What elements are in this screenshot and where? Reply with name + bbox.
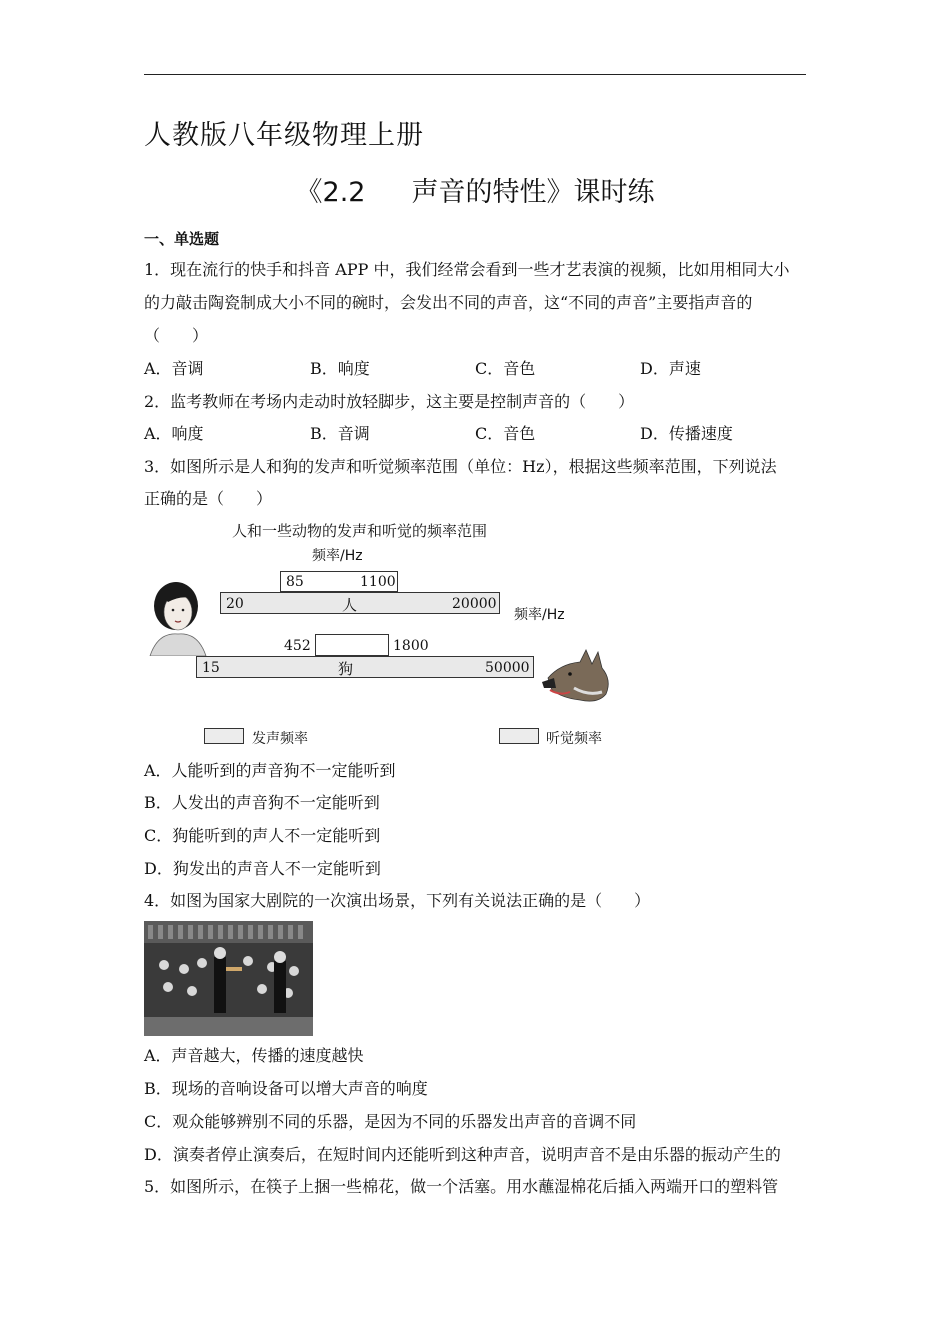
figure-title: 人和一些动物的发声和听觉的频率范围 bbox=[232, 522, 488, 540]
dog-hear-high: 50000 bbox=[485, 660, 530, 676]
concert-photo bbox=[144, 921, 313, 1036]
q3-option-b: B．人发出的声音狗不一定能听到 bbox=[144, 793, 380, 812]
q3-option-c: C．狗能听到的声人不一定能听到 bbox=[144, 826, 381, 845]
q1-text-line3: （ ） bbox=[144, 326, 209, 345]
q4-text-line1: 4．如图为国家大剧院的一次演出场景，下列有关说法正确的是（ ） bbox=[144, 891, 651, 910]
header-rule bbox=[144, 74, 806, 75]
q4-option-a: A．声音越大，传播的速度越快 bbox=[144, 1046, 364, 1065]
q1-text-line2: 的力敲击陶瓷制成大小不同的碗时，会发出不同的声音，这“不同的声音”主要指声音的 bbox=[144, 293, 753, 312]
q1-option-a: A．音调 bbox=[144, 359, 204, 378]
lesson-title bbox=[0, 170, 950, 209]
human-voice-high: 1100 bbox=[360, 574, 396, 590]
document-title: 人教版八年级物理上册 bbox=[144, 120, 424, 151]
q2-option-b: B．音调 bbox=[310, 424, 370, 443]
human-hear-high: 20000 bbox=[452, 596, 497, 612]
q3-option-d: D．狗发出的声音人不一定能听到 bbox=[144, 859, 381, 878]
q3-option-a: A．人能听到的声音狗不一定能听到 bbox=[144, 761, 396, 780]
concert-scene bbox=[144, 921, 313, 1036]
human-hear-low: 20 bbox=[226, 596, 244, 612]
dog-hear-low: 15 bbox=[202, 660, 220, 676]
lesson-name: 声音的特性》课时练 bbox=[411, 177, 655, 208]
human-label: 人 bbox=[342, 596, 358, 614]
q3-text-line2: 正确的是（ ） bbox=[144, 489, 273, 508]
q2-option-a: A．响度 bbox=[144, 424, 204, 443]
dog-voice-high: 1800 bbox=[393, 638, 429, 654]
lesson-number: 《2.2 bbox=[295, 177, 366, 208]
q2-option-c: C．音色 bbox=[475, 424, 536, 443]
q2-option-d: D．传播速度 bbox=[640, 424, 733, 443]
legend-voice-swatch bbox=[204, 728, 244, 744]
q5-text-line1: 5．如图所示，在筷子上捆一些棉花，做一个活塞。用水蘸湿棉花后插入两端开口的塑料管 bbox=[144, 1177, 779, 1196]
legend-hear-swatch bbox=[499, 728, 539, 744]
dog-label: 狗 bbox=[338, 660, 354, 678]
legend-hear-label: 听觉频率 bbox=[546, 731, 602, 747]
freq-label-right: 频率/Hz bbox=[514, 607, 565, 623]
dog-hearing-bar bbox=[196, 656, 534, 678]
q4-option-d: D．演奏者停止演奏后，在短时间内还能听到这种声音，说明声音不是由乐器的振动产生的 bbox=[144, 1145, 781, 1164]
q1-option-d: D．声速 bbox=[640, 359, 701, 378]
section-heading: 一、单选题 bbox=[144, 230, 220, 248]
dog-voice-bar bbox=[315, 634, 389, 656]
q4-option-c: C．观众能够辨别不同的乐器，是因为不同的乐器发出声音的音调不同 bbox=[144, 1112, 637, 1131]
dog-illustration bbox=[540, 648, 614, 706]
q4-option-b: B．现场的音响设备可以增大声音的响度 bbox=[144, 1079, 428, 1098]
q1-option-b: B．响度 bbox=[310, 359, 370, 378]
q3-text-line1: 3．如图所示是人和狗的发声和听觉频率范围（单位：Hz），根据这些频率范围，下列说法 bbox=[144, 457, 777, 476]
human-voice-low: 85 bbox=[286, 574, 304, 590]
q2-text-line1: 2．监考教师在考场内走动时放轻脚步，这主要是控制声音的（ ） bbox=[144, 392, 635, 411]
legend-voice-label: 发声频率 bbox=[252, 731, 308, 747]
q1-text-line1: 1．现在流行的快手和抖音 APP 中，我们经常会看到一些才艺表演的视频，比如用相同大小 bbox=[144, 260, 790, 279]
dog-voice-low: 452 bbox=[284, 638, 311, 654]
woman-illustration bbox=[144, 576, 210, 656]
freq-label-top: 频率/Hz bbox=[312, 548, 363, 564]
frequency-range-figure bbox=[144, 514, 624, 750]
q1-option-c: C．音色 bbox=[475, 359, 536, 378]
